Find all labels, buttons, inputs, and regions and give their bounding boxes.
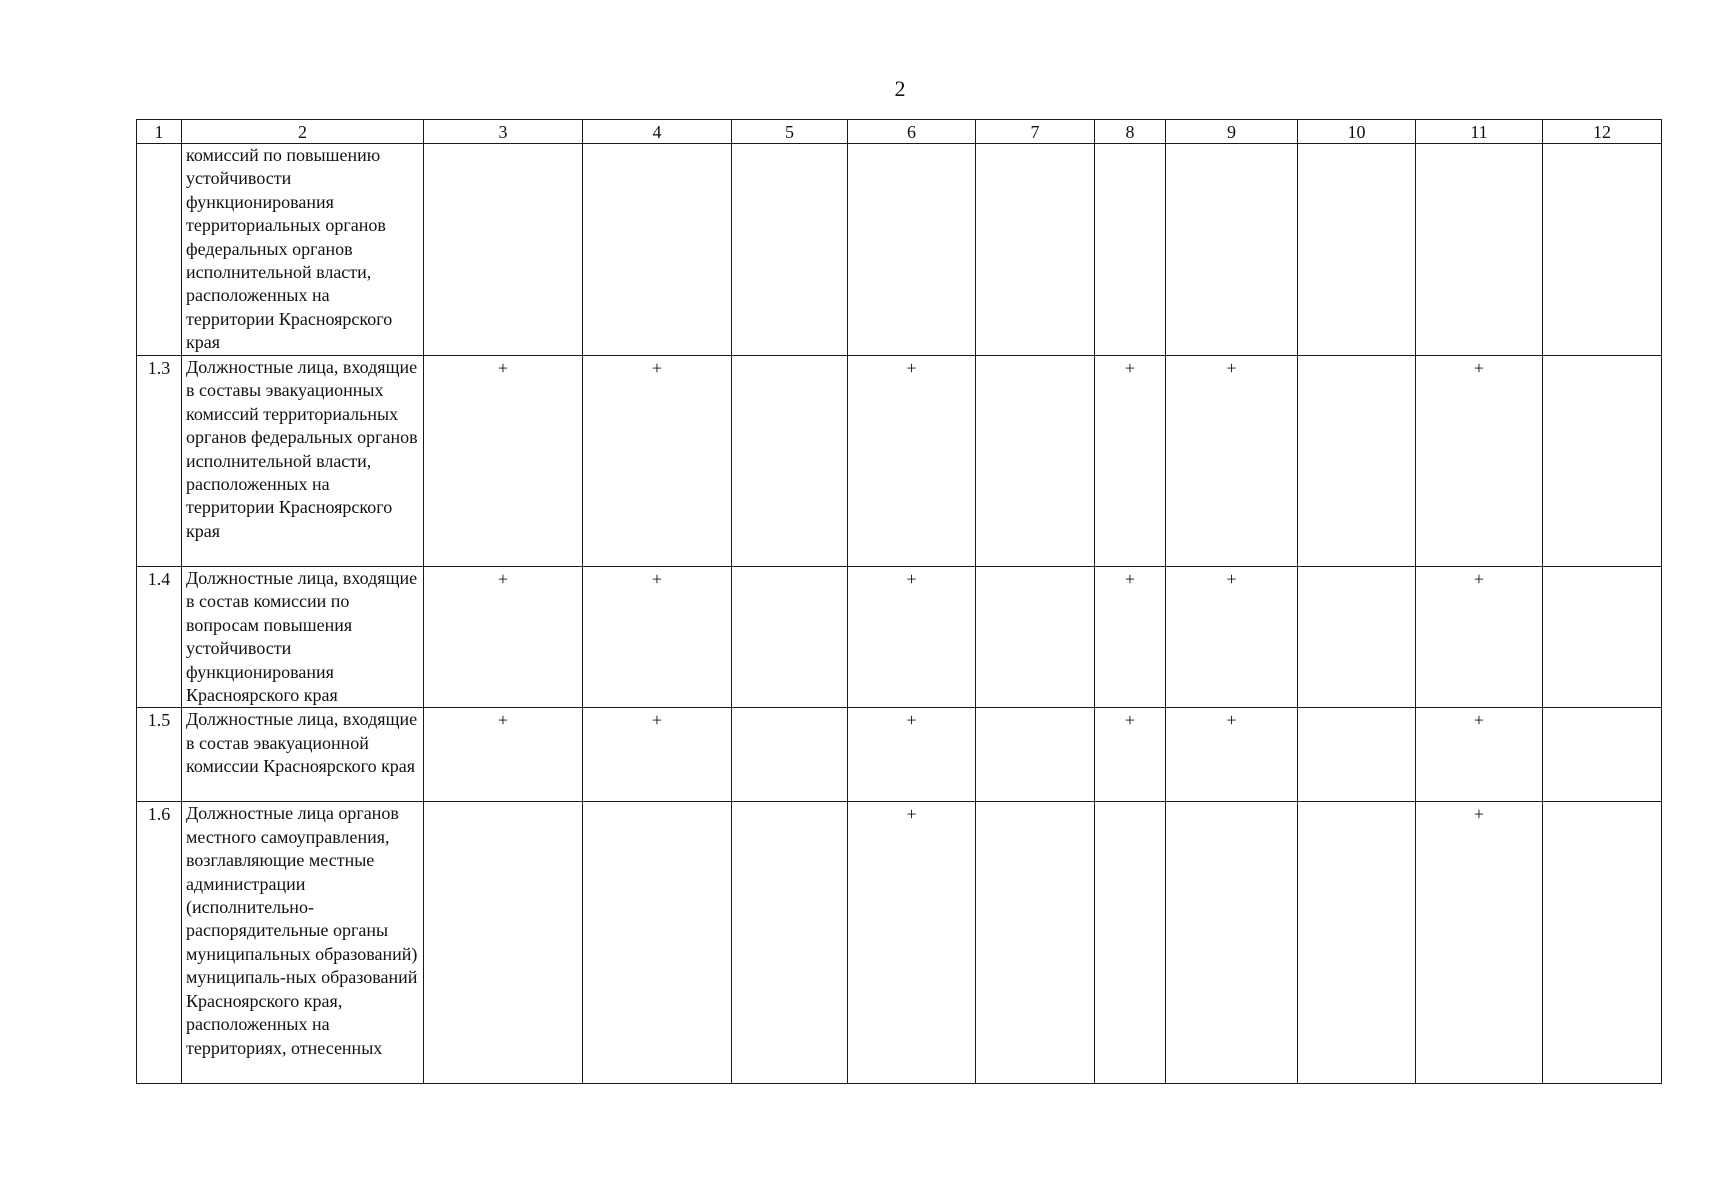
mark-cell (1543, 356, 1662, 567)
column-header: 5 (732, 120, 848, 144)
mark-cell: + (583, 708, 732, 802)
mark-cell: + (583, 356, 732, 567)
mark-cell (976, 144, 1095, 356)
mark-cell (1543, 567, 1662, 708)
column-header: 2 (182, 120, 424, 144)
column-header: 7 (976, 120, 1095, 144)
mark-cell (583, 144, 732, 356)
mark-cell: + (1095, 356, 1166, 567)
mark-cell (1298, 356, 1416, 567)
row-description: Должностные лица, входящие в составы эвакуационных комиссий территориальных органов федеральных органов исполнительной власти, расположенных на территории Красноярского края (182, 356, 424, 567)
row-number: 1.5 (137, 708, 182, 802)
row-number: 1.4 (137, 567, 182, 708)
mark-cell (976, 802, 1095, 1084)
mark-cell (1298, 802, 1416, 1084)
mark-cell: + (1166, 567, 1298, 708)
mark-cell (1543, 144, 1662, 356)
mark-cell: + (583, 567, 732, 708)
mark-cell (1095, 802, 1166, 1084)
mark-cell: + (1416, 567, 1543, 708)
row-number: 1.3 (137, 356, 182, 567)
mark-cell (424, 144, 583, 356)
table-header-row (137, 120, 1662, 144)
mark-cell (732, 144, 848, 356)
mark-cell: + (848, 708, 976, 802)
mark-cell (424, 802, 583, 1084)
mark-cell: + (424, 356, 583, 567)
mark-cell (732, 802, 848, 1084)
mark-cell: + (1416, 802, 1543, 1084)
row-description: Должностные лица органов местного самоуправления, возглавляющие местные администрации (исполнительно-распорядительные органы муниципальных образований) муниципаль-ных образований Красноярского края, расположенных на территориях, отнесенных (182, 802, 424, 1084)
mark-cell (1543, 802, 1662, 1084)
mark-cell (583, 802, 732, 1084)
mark-cell (732, 567, 848, 708)
mark-cell (1166, 144, 1298, 356)
mark-cell: + (424, 567, 583, 708)
mark-cell (1166, 802, 1298, 1084)
table-row (137, 144, 1662, 356)
row-description: Должностные лица, входящие в состав эвакуационной комиссии Красноярского края (182, 708, 424, 802)
mark-cell (1416, 144, 1543, 356)
table-row (137, 356, 1662, 567)
column-header: 6 (848, 120, 976, 144)
mark-cell (976, 708, 1095, 802)
mark-cell (732, 708, 848, 802)
mark-cell: + (848, 356, 976, 567)
mark-cell: + (1166, 708, 1298, 802)
mark-cell (976, 356, 1095, 567)
column-header: 11 (1416, 120, 1543, 144)
table-row (137, 567, 1662, 708)
mark-cell (976, 567, 1095, 708)
mark-cell: + (1095, 708, 1166, 802)
distribution-table (136, 119, 1662, 1084)
mark-cell (1298, 567, 1416, 708)
column-header: 1 (137, 120, 182, 144)
table-row (137, 802, 1662, 1084)
mark-cell: + (848, 802, 976, 1084)
row-description: Должностные лица, входящие в состав комиссии по вопросам повышения устойчивости функционирования Красноярского края (182, 567, 424, 708)
mark-cell: + (424, 708, 583, 802)
row-number: 1.6 (137, 802, 182, 1084)
column-header: 9 (1166, 120, 1298, 144)
column-header: 4 (583, 120, 732, 144)
mark-cell (1298, 144, 1416, 356)
column-header: 3 (424, 120, 583, 144)
mark-cell (732, 356, 848, 567)
mark-cell (848, 144, 976, 356)
column-header: 10 (1298, 120, 1416, 144)
row-number (137, 144, 182, 356)
mark-cell: + (1166, 356, 1298, 567)
page-number: 2 (894, 76, 906, 101)
table-row (137, 708, 1662, 802)
row-description: комиссий по повышению устойчивости функционирования территориальных органов федеральных органов исполнительной власти, расположенных на территории Красноярского края (182, 144, 424, 356)
mark-cell: + (848, 567, 976, 708)
column-header: 12 (1543, 120, 1662, 144)
mark-cell (1543, 708, 1662, 802)
mark-cell: + (1095, 567, 1166, 708)
column-header: 8 (1095, 120, 1166, 144)
mark-cell: + (1416, 356, 1543, 567)
mark-cell (1298, 708, 1416, 802)
mark-cell (1095, 144, 1166, 356)
mark-cell: + (1416, 708, 1543, 802)
